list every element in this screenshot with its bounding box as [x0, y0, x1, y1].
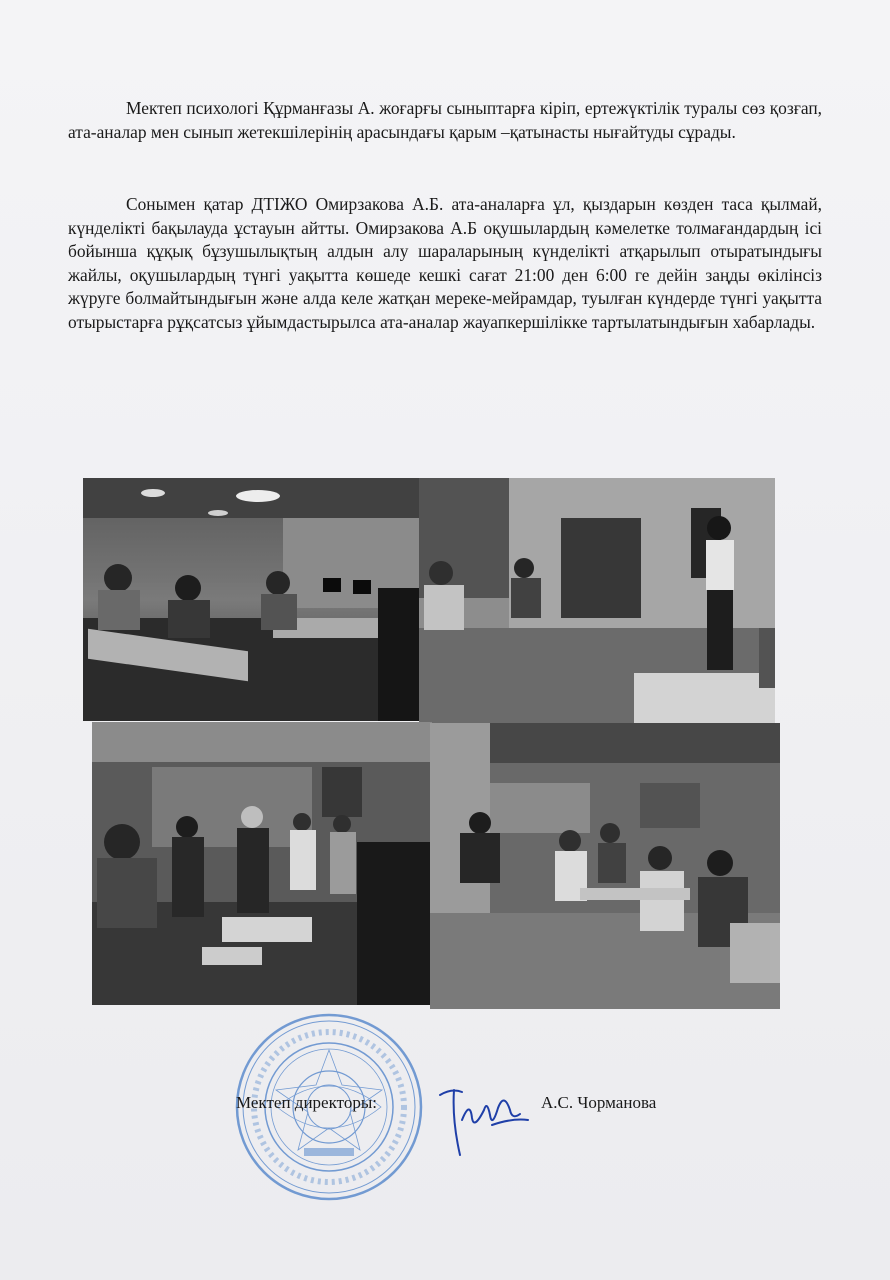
- meeting-photo-parents-seated: [430, 723, 780, 1009]
- paragraph-psychologist: Мектеп психологі Құрманғазы А. жоғарғы сыныптарға кіріп, ертежүктілік туралы сөз қозғап, ата-аналар мен сынып жетекшілерінің арасындағы қарым –қатынасты нығайтуды сұрады.: [68, 98, 822, 142]
- handwritten-signature-icon: [432, 1070, 532, 1160]
- meeting-photo-classroom-parents: [83, 478, 419, 721]
- director-name: А.С. Чорманова: [541, 1093, 657, 1112]
- meeting-photo-group-standing: [92, 722, 432, 1005]
- meeting-photo-speaker-standing: [419, 478, 775, 723]
- director-label: Мектеп директоры:: [236, 1093, 377, 1112]
- paragraph-inspector: Сонымен қатар ДТІЖО Омирзакова А.Б. ата-аналарға ұл, қыздарын көзден таса қылмай, күнделікті бақылауда ұстауын айтты. Омирзакова А.Б оқушылардың кәмелетке толмағандардың ісі бойынша құқық бұзушылықтың алдын алу шараларының күнделікті атқарылып отыратындығы жайлы, оқушылардың түнгі уақытта көшеде кешкі сағат 21:00 ден 6:00 ге дейін заңды өкілінсіз жүруге болмайтындығын және алда келе жатқан мереке-мейрамдар, туылған күндерде түнгі уақытта отырыстарға рұқсатсыз ұйымдастырылса ата-аналар жауапкершілікке тартылатындығын хабарлады.: [68, 194, 822, 332]
